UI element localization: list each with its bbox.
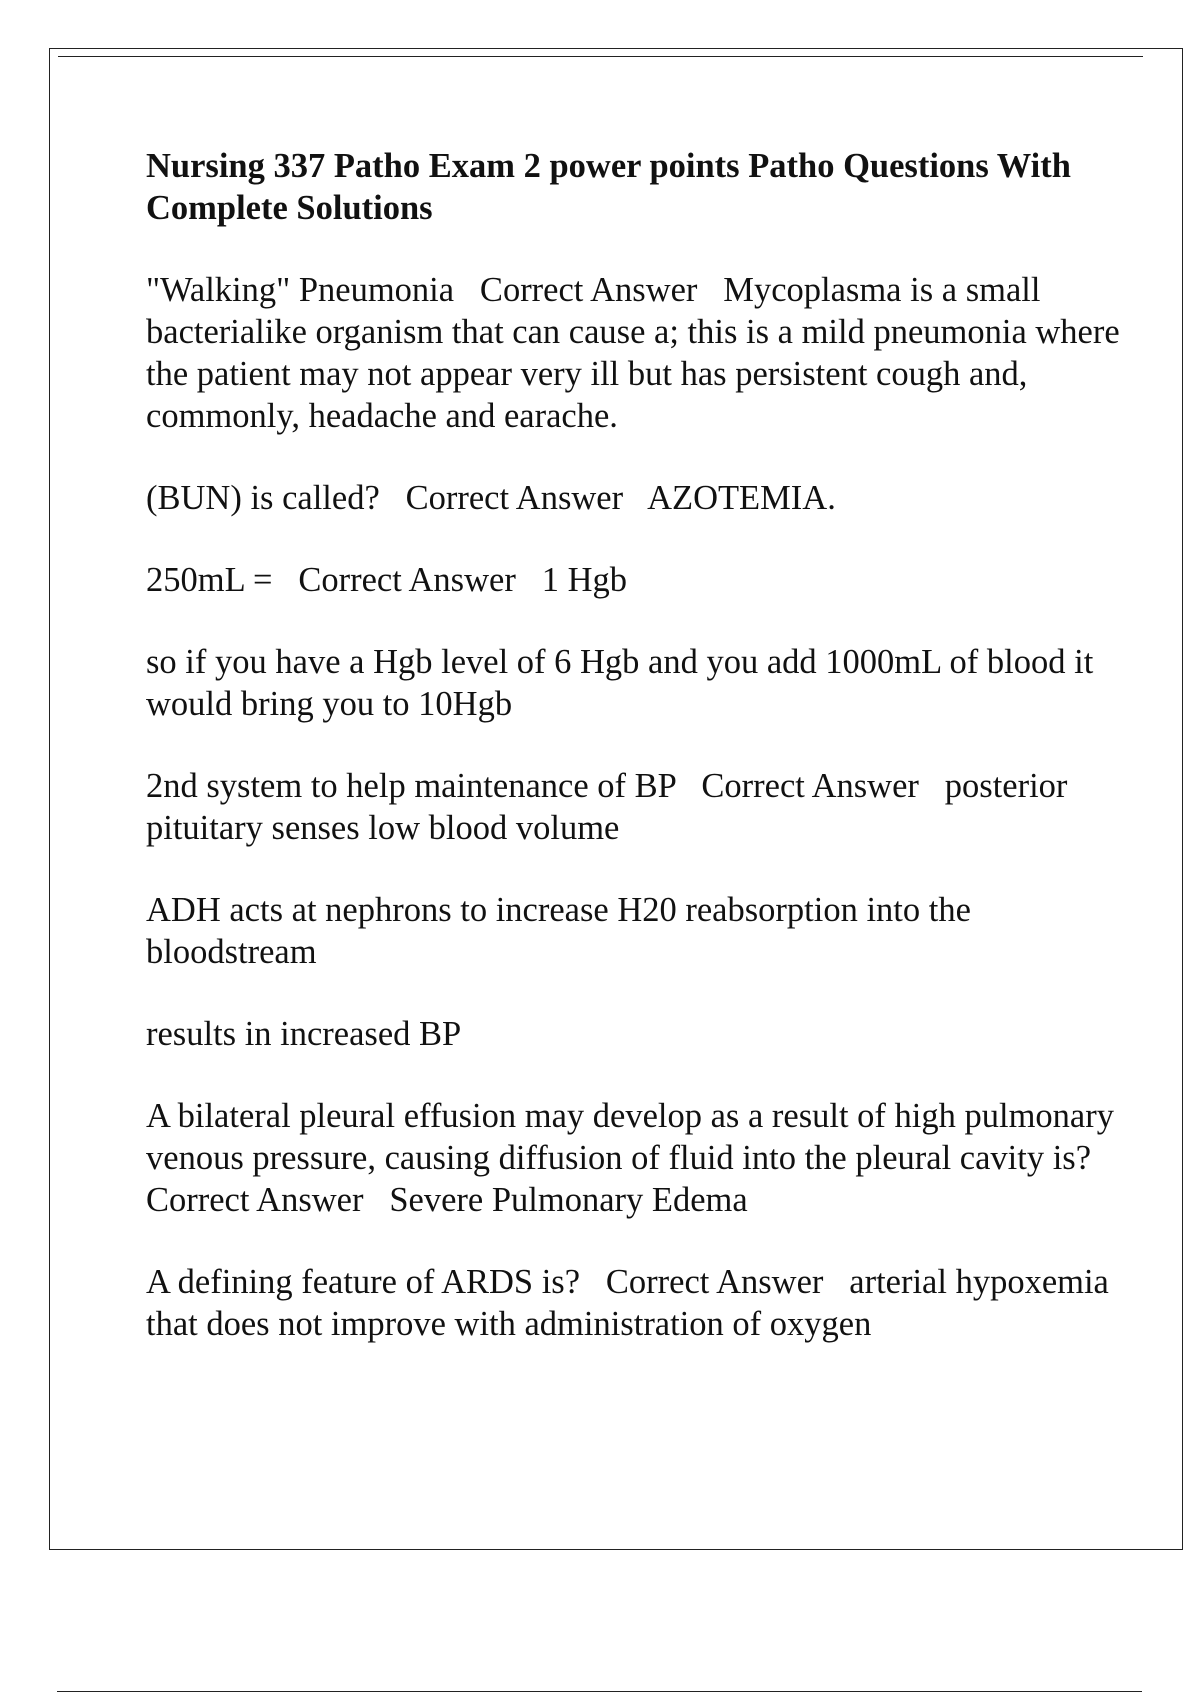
top-rule xyxy=(58,56,1143,57)
paragraph-bun: (BUN) is called? Correct Answer AZOTEMIA. xyxy=(146,479,836,517)
document-body xyxy=(146,145,1136,1385)
document-title: Nursing 337 Patho Exam 2 power points Patho Questions With Complete Solutions xyxy=(146,147,1071,227)
paragraph-ards: A defining feature of ARDS is? Correct Answer arterial hypoxemia that does not improve with administration of oxygen xyxy=(146,1263,1118,1343)
paragraph-250ml: 250mL = Correct Answer 1 Hgb xyxy=(146,561,627,599)
page-frame xyxy=(49,48,1183,1550)
paragraph-adh: ADH acts at nephrons to increase H20 reabsorption into the bloodstream xyxy=(146,891,980,971)
paragraph-walking-pneumonia: "Walking" Pneumonia Correct Answer Mycoplasma is a small bacterialike organism that can cause a; this is a mild pneumonia where the patient may not appear very ill but has persistent cough and, commonly, headache and earache. xyxy=(146,271,1129,435)
bottom-rule xyxy=(57,1691,1142,1692)
paragraph-hgb-level: so if you have a Hgb level of 6 Hgb and you add 1000mL of blood it would bring you to 10Hgb xyxy=(146,643,1102,723)
paragraph-increased-bp: results in increased BP xyxy=(146,1015,462,1053)
paragraph-pleural-effusion: A bilateral pleural effusion may develop as a result of high pulmonary venous pressure, causing diffusion of fluid into the pleural cavity is? Correct Answer Severe Pulmonary Edema xyxy=(146,1097,1123,1219)
paragraph-2nd-system-bp: 2nd system to help maintenance of BP Correct Answer posterior pituitary senses low blood volume xyxy=(146,767,1077,847)
